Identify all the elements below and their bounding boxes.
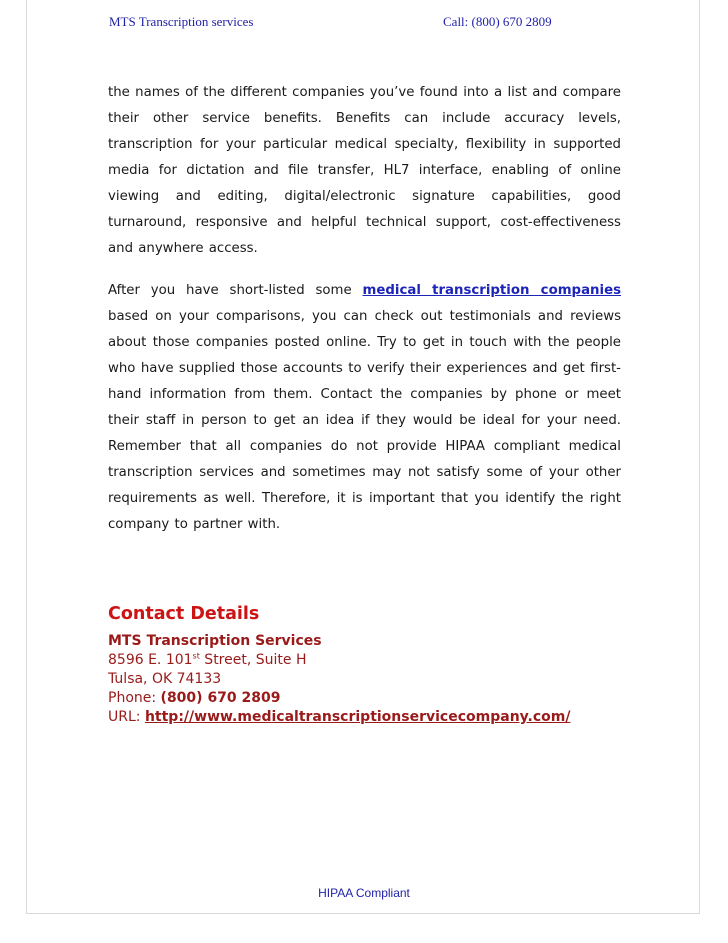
paragraph-benefits: the names of the different companies you’ve found into a list and compare their other service benefits. Benefits can include accuracy levels, transcription for your particular medical specialty, flexibility in supported media for dictation and file transfer, HL7 interface, enabling of online viewing and editing, digital/electronic signature capabilities, good turnaround, responsive and helpful technical support, cost-effectiveness and anywhere access.	[108, 85, 621, 256]
contact-company-name: MTS Transcription Services	[108, 633, 322, 649]
contact-phone	[108, 689, 668, 708]
page-footer: HIPAA Compliant	[318, 886, 410, 900]
paragraph-shortlist	[108, 278, 621, 538]
url-label: URL:	[108, 709, 145, 725]
address-ordinal: st	[192, 651, 200, 661]
header-company: MTS Transcription services	[109, 14, 254, 29]
contact-details	[108, 604, 668, 727]
address-street-number: 8596 E. 101	[108, 652, 193, 668]
phone-label: Phone:	[108, 690, 161, 706]
contact-city: Tulsa, OK 74133	[108, 671, 222, 687]
website-link[interactable]: http://www.medicaltranscriptionservicecompany.com/	[144, 709, 571, 725]
medical-transcription-companies-link[interactable]: medical transcription companies	[362, 283, 622, 298]
contact-heading: Contact Details	[108, 604, 260, 624]
contact-address	[108, 651, 668, 670]
header-call: Call: (800) 670 2809	[443, 14, 552, 29]
paragraph-shortlist-start: After you have short-listed some	[108, 283, 363, 298]
paragraph-shortlist-end: based on your comparisons, you can check out testimonials and reviews about those companies posted online. Try to get in touch with the people who have supplied those accounts to verify their experiences and get first-hand information from them. Contact the companies by phone or meet their staff in person to get an idea if they would be ideal for your need. Remember that all companies do not provide HIPAA compliant medical transcription services and sometimes may not satisfy some of your other requirements as well. Therefore, it is important that you identify the right company to partner with.	[108, 309, 621, 532]
contact-url	[108, 708, 668, 727]
address-street-rest: Street, Suite H	[199, 652, 307, 668]
phone-number: (800) 670 2809	[160, 690, 281, 706]
body-content	[108, 80, 621, 538]
